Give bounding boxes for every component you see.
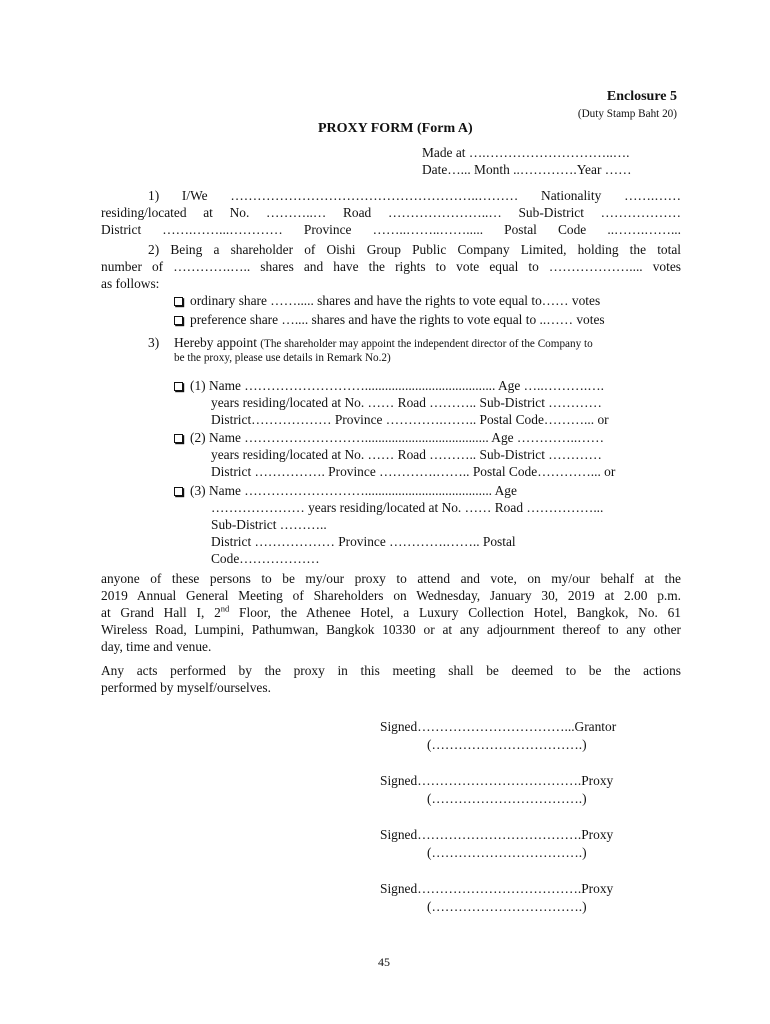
signature-proxy-3-name[interactable]: (…………………………….) [427, 899, 587, 914]
section2-line1: 2) Being a shareholder of Oishi Group Public Company Limited, holding the total [148, 242, 681, 257]
proxy1-name-line[interactable] [174, 377, 604, 394]
section1-line3[interactable]: District …….……...………… Province ……..……..……..... Postal Code ..…….……... [101, 222, 681, 237]
meeting-line1: anyone of these persons to be my/our proxy to attend and vote, on my/our behalf at the [101, 571, 681, 586]
section1-line2[interactable]: residing/located at No. ………..… Road …………………..… Sub-District ……………… [101, 205, 681, 220]
meeting-line3 [101, 604, 681, 621]
section1-line1[interactable]: 1) I/We ………………………………………………..……… Nationality …….…… [148, 188, 681, 203]
proxy2-line1[interactable]: (2) Name ………………………..................................... Age …………..…… [190, 430, 604, 445]
preference-share-label: preference share ….... shares and have the rights to vote equal to ..…… votes [190, 312, 605, 327]
signature-proxy-1[interactable]: Signed……………………………….Proxy [380, 773, 614, 788]
preference-share-option[interactable] [174, 311, 605, 328]
proxy1-line2[interactable]: years residing/located at No. …… Road ……….. Sub-District ………… [211, 395, 602, 410]
proxy3-line2[interactable]: ………………… years residing/located at No. …… Road ……………... [211, 500, 604, 515]
appoint-note-line1: (The shareholder may appoint the independent director of the Company to [260, 338, 593, 350]
meeting-line4: Wireless Road, Lumpini, Pathumwan, Bangkok 10330 or at any adjournment thereof to any other [101, 622, 681, 637]
proxy3-line3[interactable]: Sub-District ……….. [211, 517, 327, 532]
proxy2-line2[interactable]: years residing/located at No. …… Road ……….. Sub-District ………… [211, 447, 602, 462]
page-number: 45 [378, 955, 390, 969]
meeting-line5: day, time and venue. [101, 639, 212, 654]
date-field[interactable]: Date…... Month ..………….Year …… [422, 162, 632, 177]
proxy1-line1[interactable]: (1) Name ………………………....................................... Age …..……….…. [190, 378, 604, 393]
signature-grantor[interactable]: Signed……………………………...Grantor [380, 719, 617, 734]
signature-proxy-2[interactable]: Signed……………………………….Proxy [380, 827, 614, 842]
proxy2-name-line[interactable] [174, 429, 604, 446]
section2-line3: as follows: [101, 276, 160, 291]
proxy3-line1[interactable]: (3) Name ………………………...................................... Age [190, 483, 517, 498]
section2-line2[interactable]: number of ………….….. shares and have the rights to vote equal to ……………….... votes [101, 259, 681, 274]
proxy3-name-line[interactable] [174, 482, 517, 499]
proxy2-line3[interactable]: District ……………. Province ………….…….. Postal Code…………... or [211, 464, 616, 479]
proxy3-line5[interactable]: Code……………… [211, 551, 320, 566]
made-at-field[interactable]: Made at ….………………………..…. [422, 145, 630, 160]
section3-prefix: 3) [148, 335, 160, 350]
form-title: PROXY FORM (Form A) [318, 121, 473, 136]
duty-stamp-note: (Duty Stamp Baht 20) [577, 108, 677, 120]
signature-proxy-3[interactable]: Signed……………………………….Proxy [380, 881, 614, 896]
meeting-line3-sup: nd [220, 603, 230, 614]
acts-line2: performed by myself/ourselves. [101, 680, 271, 695]
acts-line1: Any acts performed by the proxy in this meeting shall be deemed to be the actions [101, 663, 681, 678]
hereby-appoint-label: Hereby appoint [174, 335, 257, 350]
meeting-line2: 2019 Annual General Meeting of Shareholders on Wednesday, January 30, 2019 at 2.00 p.m. [101, 588, 681, 603]
signature-proxy-2-name[interactable]: (…………………………….) [427, 845, 587, 860]
ordinary-share-option[interactable] [174, 292, 600, 309]
proxy2-checkbox[interactable] [174, 434, 183, 443]
meeting-line3-pre: at Grand Hall I, 2 [101, 605, 221, 620]
signature-proxy-1-name[interactable]: (…………………………….) [427, 791, 587, 806]
appoint-note-line2: be the proxy, please use details in Remark No.2) [174, 352, 391, 364]
proxy3-checkbox[interactable] [174, 487, 183, 496]
meeting-line3-post: Floor, the Athenee Hotel, a Luxury Collection Hotel, Bangkok, No. 61 [229, 605, 681, 620]
preference-share-checkbox[interactable] [174, 316, 183, 325]
signature-grantor-name[interactable]: (…………………………….) [427, 737, 587, 752]
ordinary-share-checkbox[interactable] [174, 297, 183, 306]
enclosure-label: Enclosure 5 [606, 89, 677, 104]
proxy1-line3[interactable]: District……………… Province ………….…….. Postal Code………... or [211, 412, 609, 427]
proxy3-line4[interactable]: District ……………… Province ………….…….. Postal [211, 534, 516, 549]
proxy1-checkbox[interactable] [174, 382, 183, 391]
ordinary-share-label: ordinary share ……..... shares and have the rights to vote equal to…… votes [190, 293, 601, 308]
